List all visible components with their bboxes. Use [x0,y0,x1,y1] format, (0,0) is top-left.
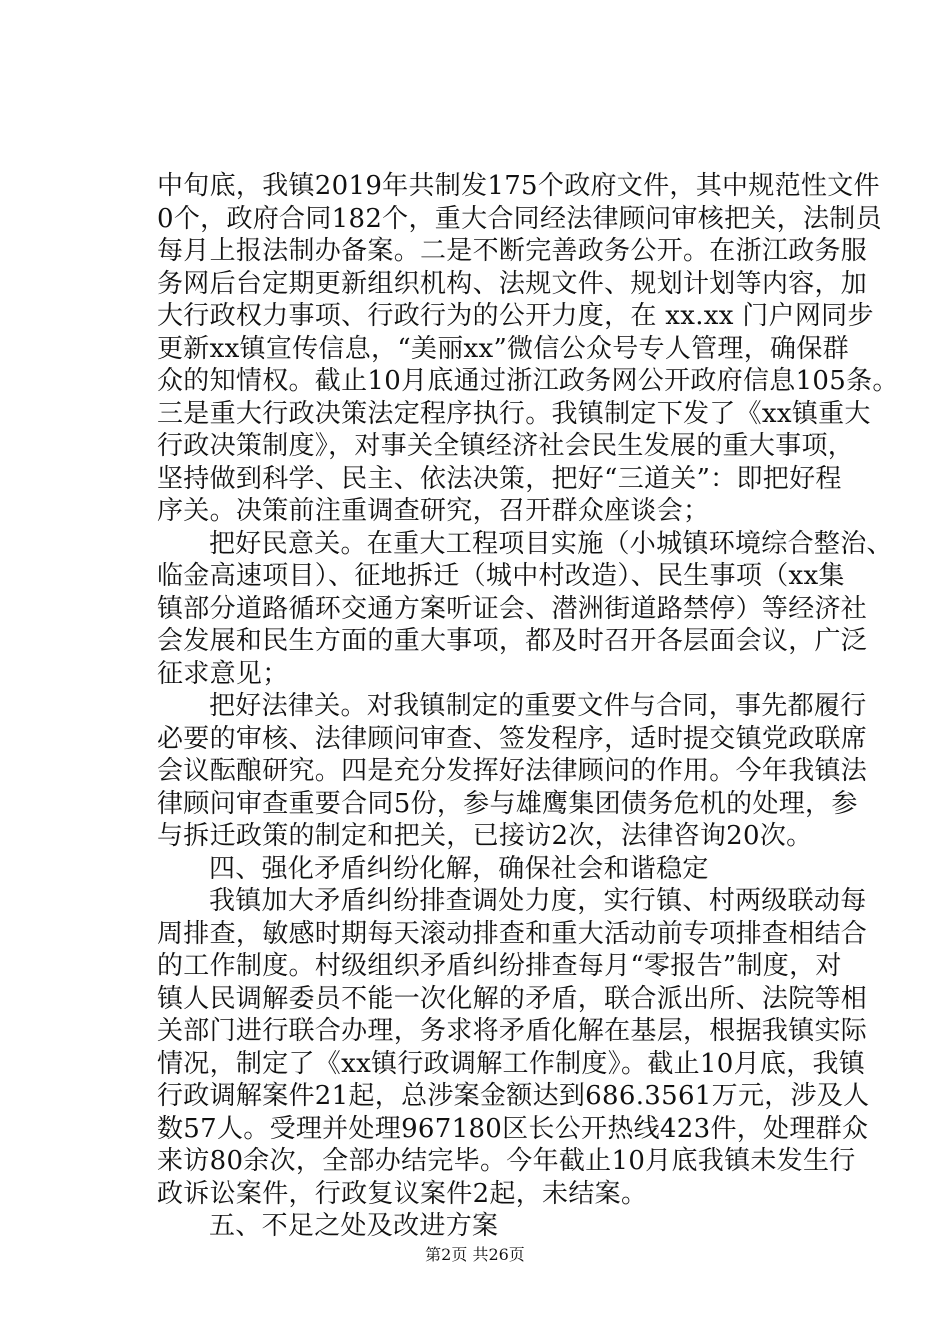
text-line: 政诉讼案件，行政复议案件2起，未结案。 [157,1178,648,1209]
text-line: 众的知情权。截止10月底通过浙江政务网公开政府信息105条。 [157,366,899,396]
text-line: 来访80余次，全部办结完毕。今年截止10月底我镇未发生行 [157,1146,856,1176]
text-line: 关部门进行联合办理，务求将矛盾化解在基层，根据我镇实际 [157,1016,868,1046]
text-line: 序关。决策前注重调查研究，召开群众座谈会； [157,496,710,526]
document-body [157,170,899,1243]
text-line: 把好法律关。对我镇制定的重要文件与合同，事先都履行 [209,691,867,721]
text-line: 律顾问审查重要合同5份，参与雄鹰集团债务危机的处理，参 [157,788,858,819]
text-line: 镇人民调解委员不能一次化解的矛盾，联合派出所、法院等相 [157,983,868,1014]
text-line: 更新xx镇宣传信息，“美丽xx”微信公众号专人管理，确保群 [157,333,849,364]
text-line: 与拆迁政策的制定和把关，已接访2次，法律咨询20次。 [157,821,813,851]
text-line: 大行政权力事项、行政行为的公开力度，在 xx.xx 门户网同步 [157,301,874,331]
text-line: 0个，政府合同182个，重大合同经法律顾问审核把关，法制员 [157,203,882,234]
text-line: 行政决策制度》，对事关全镇经济社会民生发展的重大事项， [157,431,855,461]
text-line: 行政调解案件21起，总涉案金额达到686.3561万元，涉及人 [157,1081,870,1111]
text-line: 我镇加大矛盾纠纷排查调处力度，实行镇、村两级联动每 [209,886,867,916]
text-line: 中旬底，我镇2019年共制发175个政府文件，其中规范性文件 [157,171,880,201]
text-line: 五、不足之处及改进方案 [209,1211,499,1241]
text-line: 征求意见； [157,658,289,689]
text-line: 的工作制度。村级组织矛盾纠纷排查每月“零报告”制度，对 [157,951,842,981]
text-line: 数57人。受理并处理967180区长公开热线423件，处理群众 [157,1113,869,1144]
text-line: 会议酝酿研究。四是充分发挥好法律顾问的作用。今年我镇法 [157,756,868,786]
text-line: 情况，制定了《xx镇行政调解工作制度》。截止10月底，我镇 [157,1048,866,1079]
text-line: 四、强化矛盾纠纷化解，确保社会和谐稳定 [209,853,709,884]
text-line: 临金高速项目）、征地拆迁（城中村改造）、民生事项（xx集 [157,561,845,591]
text-line: 三是重大行政决策法定程序执行。我镇制定下发了《xx镇重大 [157,398,871,429]
text-line: 务网后台定期更新组织机构、法规文件、规划计划等内容，加 [157,268,868,299]
text-line: 坚持做到科学、民主、依法决策，把好“三道关”：即把好程 [157,463,842,494]
text-line: 会发展和民生方面的重大事项，都及时召开各层面会议，广泛 [157,626,868,656]
text-line: 镇部分道路循环交通方案听证会、潜洲街道路禁停）等经济社 [157,593,868,624]
page-footer: 第2页 共26页 [425,1245,525,1264]
text-line: 必要的审核、法律顾问审查、签发程序，适时提交镇党政联席 [157,723,868,754]
text-line: 周排查，敏感时期每天滚动排查和重大活动前专项排查相结合 [157,918,868,949]
text-line: 每月上报法制办备案。二是不断完善政务公开。在浙江政务服 [157,236,868,266]
text-line: 把好民意关。在重大工程项目实施（小城镇环境综合整治、 [209,528,893,559]
